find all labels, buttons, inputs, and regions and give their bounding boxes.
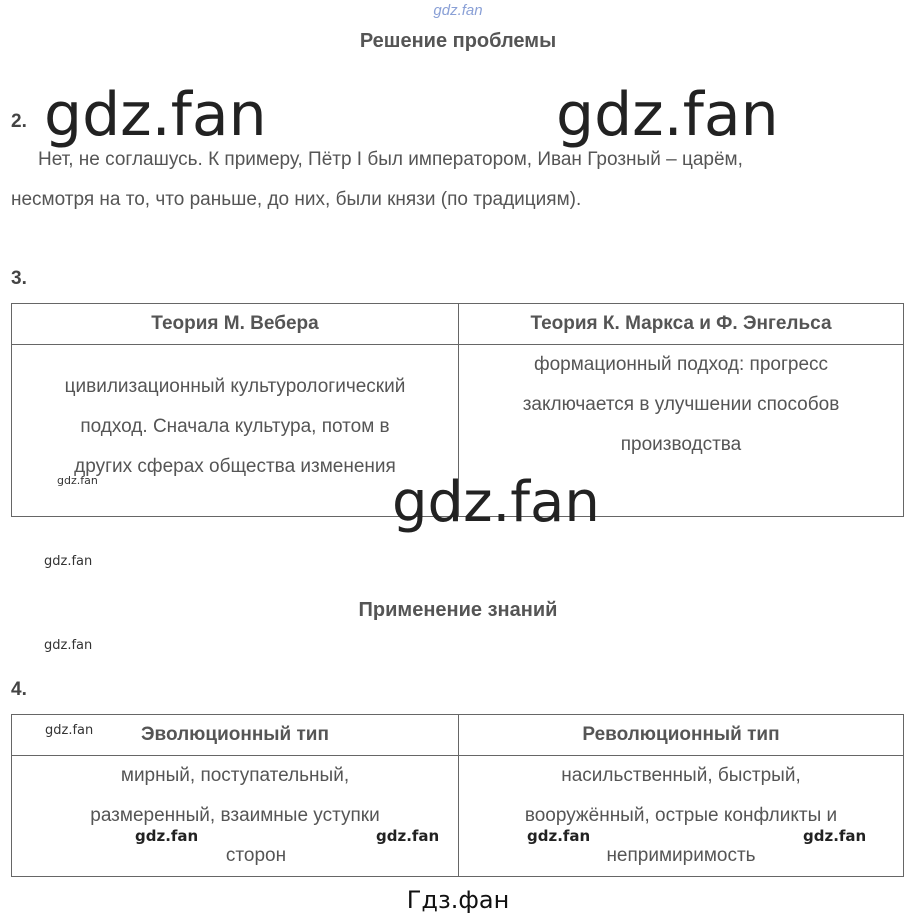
- cell-revolutionary-line-3: непримиримость: [606, 845, 756, 866]
- watermark-bold-4: gdz.fan: [803, 827, 867, 845]
- cell-evolutionary-line-2: размеренный, взаимные уступки: [90, 805, 380, 826]
- cell-evolutionary-line-1: мирный, поступательный,: [120, 765, 350, 786]
- cell-marx-line-3: производства: [620, 434, 742, 455]
- watermark-bold-1: gdz.fan: [135, 827, 199, 845]
- table-cell-evolutionary: [12, 756, 459, 877]
- watermark-top: gdz.fan: [433, 2, 483, 19]
- table-header-evolutionary-label: Эволюционный тип: [141, 724, 329, 745]
- task-2-text-line-2: несмотря на то, что раньше, до них, были князи (по традициям).: [11, 189, 582, 210]
- footer-site-name: Гдз.фан: [406, 886, 510, 914]
- section-title-problem-solving: Решение проблемы: [359, 30, 557, 52]
- watermark-small-mid-2: gdz.fan: [44, 638, 93, 653]
- cell-evolutionary-line-3: сторон: [225, 845, 287, 866]
- cell-marx-line-1: формационный подход: прогресс: [533, 354, 829, 375]
- watermark-large-left: gdz.fan: [44, 80, 267, 150]
- watermark-small-cell: gdz.fan: [57, 474, 98, 487]
- watermark-small-mid-1: gdz.fan: [44, 554, 93, 569]
- table-development-types: [11, 714, 904, 877]
- task-2-text-line-1: Нет, не соглашусь. К примеру, Пётр I был императором, Иван Грозный – царём,: [38, 149, 743, 170]
- table-cell-revolutionary: [459, 756, 904, 877]
- watermark-bold-3: gdz.fan: [527, 827, 591, 845]
- table-header-evolutionary: [12, 715, 459, 756]
- cell-revolutionary-line-1: насильственный, быстрый,: [561, 765, 801, 786]
- section-title-applying-knowledge: Применение знаний: [358, 599, 558, 621]
- watermark-bold-2: gdz.fan: [376, 827, 440, 845]
- watermark-large-right: gdz.fan: [556, 80, 779, 150]
- task-2-number: 2.: [11, 111, 27, 132]
- cell-weber-line-3: других сферах общества изменения: [74, 456, 396, 477]
- watermark-large-center: gdz.fan: [392, 470, 600, 535]
- cell-weber-line-2: подход. Сначала культура, потом в: [80, 416, 390, 437]
- cell-marx-line-2: заключается в улучшении способов: [522, 394, 840, 415]
- cell-revolutionary-line-2: вооружённый, острые конфликты и: [524, 805, 838, 826]
- task-3-number: 3.: [11, 268, 27, 289]
- table-header-weber: Теория М. Вебера: [12, 304, 459, 345]
- cell-weber-line-1: цивилизационный культурологический: [64, 376, 406, 397]
- table-header-revolutionary: Революционный тип: [459, 715, 904, 756]
- task-4-number: 4.: [11, 679, 27, 700]
- watermark-small-header: gdz.fan: [45, 723, 94, 738]
- table-header-marx-engels: Теория К. Маркса и Ф. Энгельса: [459, 304, 904, 345]
